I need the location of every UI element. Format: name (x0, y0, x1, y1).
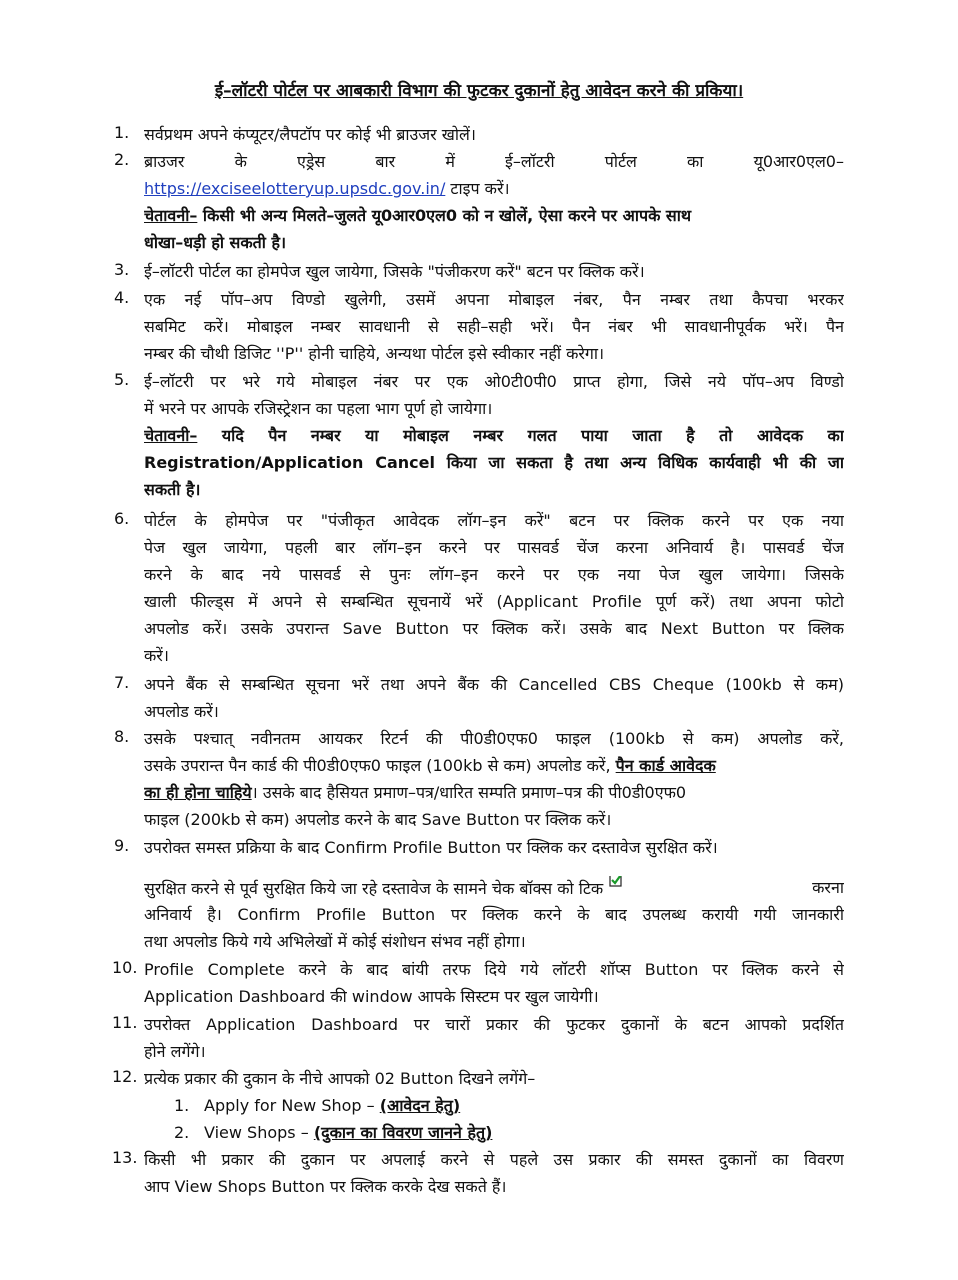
emphasis-text: पैन कार्ड आवेदक (615, 756, 716, 775)
item-text: फाइल (200kb से कम) अपलोड करने के बाद Save Button पर क्लिक करें। (144, 810, 612, 829)
item-text: उसके पश्चात् नवीनतम आयकर रिटर्न की पी0डी0एफ0 फाइल (100kb से कम) अपलोड करें, (144, 729, 844, 748)
checkbox-tick-icon (608, 876, 626, 888)
item-text: अपलोड करें। (144, 702, 219, 721)
item-text: उपरोक्त Application Dashboard पर चारों प्रकार की फुटकर दुकानों के बटन आपको प्रदर्शित (144, 1015, 844, 1034)
item-number: 2. (114, 150, 130, 169)
sub-item-number: 2. (174, 1123, 190, 1142)
item-text: अनिवार्य है। Confirm Profile Button पर क्लिक करने के बाद उपलब्ध करायी गयी जानकारी (144, 905, 844, 924)
item-text: Application Dashboard की window आपके सिस्टम पर खुल जायेगी। (144, 987, 599, 1006)
sub-item-number: 1. (174, 1096, 190, 1115)
item-text: ई–लॉटरी पर भरे गये मोबाइल नंबर पर एक ओ0टी0पी0 प्राप्त होगा, जिसे नये पॉप–अप विण्डो (144, 372, 844, 391)
item-text: एक नई पॉप–अप विण्डो खुलेगी, उसमें अपना मोबाइल नंबर, पैन नम्बर तथा कैपचा भरकर (144, 290, 844, 309)
item-text: । उसके बाद हैसियत प्रमाण–पत्र/धारित सम्पति प्रमाण–पत्र की पी0डी0एफ0 (251, 783, 687, 802)
item-number: 10. (112, 958, 138, 977)
sub-item-emphasis: (आवेदन हेतु) (379, 1096, 461, 1115)
item-number: 6. (114, 509, 130, 528)
sub-item-text: View Shops – (204, 1123, 314, 1142)
item-text: होने लगेंगे। (144, 1042, 206, 1061)
item-number: 5. (114, 370, 130, 389)
item-text: किसी भी प्रकार की दुकान पर अपलाई करने से पहले उस प्रकार की समस्त दुकानों का विवरण (144, 1150, 844, 1169)
item-text: में भरने पर आपके रजिस्ट्रेशन का पहला भाग पूर्ण हो जायेगा। (144, 399, 493, 418)
item-text: पोर्टल के होमपेज पर "पंजीकृत आवेदक लॉग–इन करें" बटन पर क्लिक करने पर एक नया (144, 511, 844, 530)
item-number: 1. (114, 123, 130, 142)
item-text: अपलोड करें। उसके उपरान्त Save Button पर क्लिक करें। उसके बाद Next Button पर क्लिक (144, 619, 844, 638)
item-text: ई–लॉटरी पोर्टल का होमपेज खुल जायेगा, जिसके "पंजीकरण करें" बटन पर क्लिक करें। (144, 262, 645, 281)
sub-item-emphasis: (दुकान का विवरण जानने हेतु) (313, 1123, 493, 1142)
item-number: 3. (114, 260, 130, 279)
sub-item-view (174, 1121, 492, 1145)
item-text: तथा अपलोड किये गये अभिलेखों में कोई संशोधन संभव नहीं होगा। (144, 932, 526, 951)
portal-url-link[interactable]: https://exciseelotteryup.upsdc.gov.in/ (144, 179, 446, 198)
item-number: 8. (114, 727, 130, 746)
item-text: करें। (144, 646, 169, 665)
item-text: उपरोक्त समस्त प्रक्रिया के बाद Confirm Profile Button पर क्लिक कर दस्तावेज सुरक्षित करें। (144, 838, 718, 857)
warning-text: सकती है। (144, 480, 201, 499)
item-text: खाली फील्ड्स में अपने से सम्बन्धित सूचनायें भरें (Applicant Profile पूर्ण करें) तथा अपना फोटो (144, 592, 844, 611)
item-text: नम्बर की चौथी डिजिट ''P'' होनी चाहिये, अन्यथा पोर्टल इसे स्वीकार नहीं करेगा। (144, 344, 605, 363)
sub-item-apply (174, 1094, 460, 1118)
warning-text: Registration/Application Cancel किया जा सकता है तथा अन्य विधिक कार्यवाही भी की जा (144, 453, 844, 472)
item-number: 7. (114, 673, 130, 692)
item-text: टाइप करें। (445, 179, 510, 198)
item-text: Profile Complete करने के बाद बांयी तरफ दिये गये लॉटरी शॉप्स Button पर क्लिक करने से (144, 960, 844, 979)
item-number: 13. (112, 1148, 138, 1167)
page-title: ई–लॉटरी पोर्टल पर आबकारी विभाग की फुटकर दुकानों हेतु आवेदन करने की प्रकिया। (214, 81, 744, 101)
item-text: उसके उपरान्त पैन कार्ड की पी0डी0एफ0 फाइल (100kb से कम) अपलोड करें, (144, 756, 616, 775)
item-number: 9. (114, 836, 130, 855)
warning-text: धोखा–धड़ी हो सकती है। (144, 233, 287, 252)
item-number: 11. (112, 1013, 138, 1032)
item-text: करना (812, 878, 844, 897)
warning-text: यदि पैन नम्बर या मोबाइल नम्बर गलत पाया जाता है तो आवेदक का (197, 426, 844, 445)
emphasis-text: का ही होना चाहिये (144, 783, 252, 802)
item-text: सुरक्षित करने से पूर्व सुरक्षित किये जा रहे दस्तावेज के सामने चेक बॉक्स को टिक (144, 879, 604, 898)
warning-label: चेतावनी– (144, 206, 198, 225)
item-text: सर्वप्रथम अपने कंप्यूटर/लैपटॉप पर कोई भी ब्राउजर खोलें। (144, 125, 476, 144)
warning-label: चेतावनी– (144, 426, 198, 445)
item-text: ब्राउजर के एड्रेस बार में ई–लॉटरी पोर्टल का यू0आर0एल0– (144, 152, 844, 171)
item-text: सबमिट करें। मोबाइल नम्बर सावधानी से सही–सही भरें। पैन नंबर भी सावधानीपूर्वक भरें। पैन (144, 317, 844, 336)
item-text: अपने बैंक से सम्बन्धित सूचना भरें तथा अपने बैंक की Cancelled CBS Cheque (100kb से कम) (144, 675, 844, 694)
sub-item-text: Apply for New Shop – (204, 1096, 380, 1115)
item-text: पेज खुल जायेगा, पहली बार लॉग–इन करने पर पासवर्ड चेंज करना अनिवार्य है। पासवर्ड चेंज (144, 538, 844, 557)
item-text: आप View Shops Button पर क्लिक करके देख सकते हैं। (144, 1177, 507, 1196)
warning-text: किसी भी अन्य मिलते–जुलते यू0आर0एल0 को न खोलें, ऐसा करने पर आपके साथ (197, 206, 692, 225)
item-text: प्रत्येक प्रकार की दुकान के नीचे आपको 02 Button दिखने लगेंगे– (144, 1069, 536, 1088)
item-text: करने के बाद नये पासवर्ड से पुनः लॉग–इन करने पर एक नया पेज खुल जायेगा। जिसके (144, 565, 844, 584)
item-number: 4. (114, 288, 130, 307)
item-number: 12. (112, 1067, 138, 1086)
